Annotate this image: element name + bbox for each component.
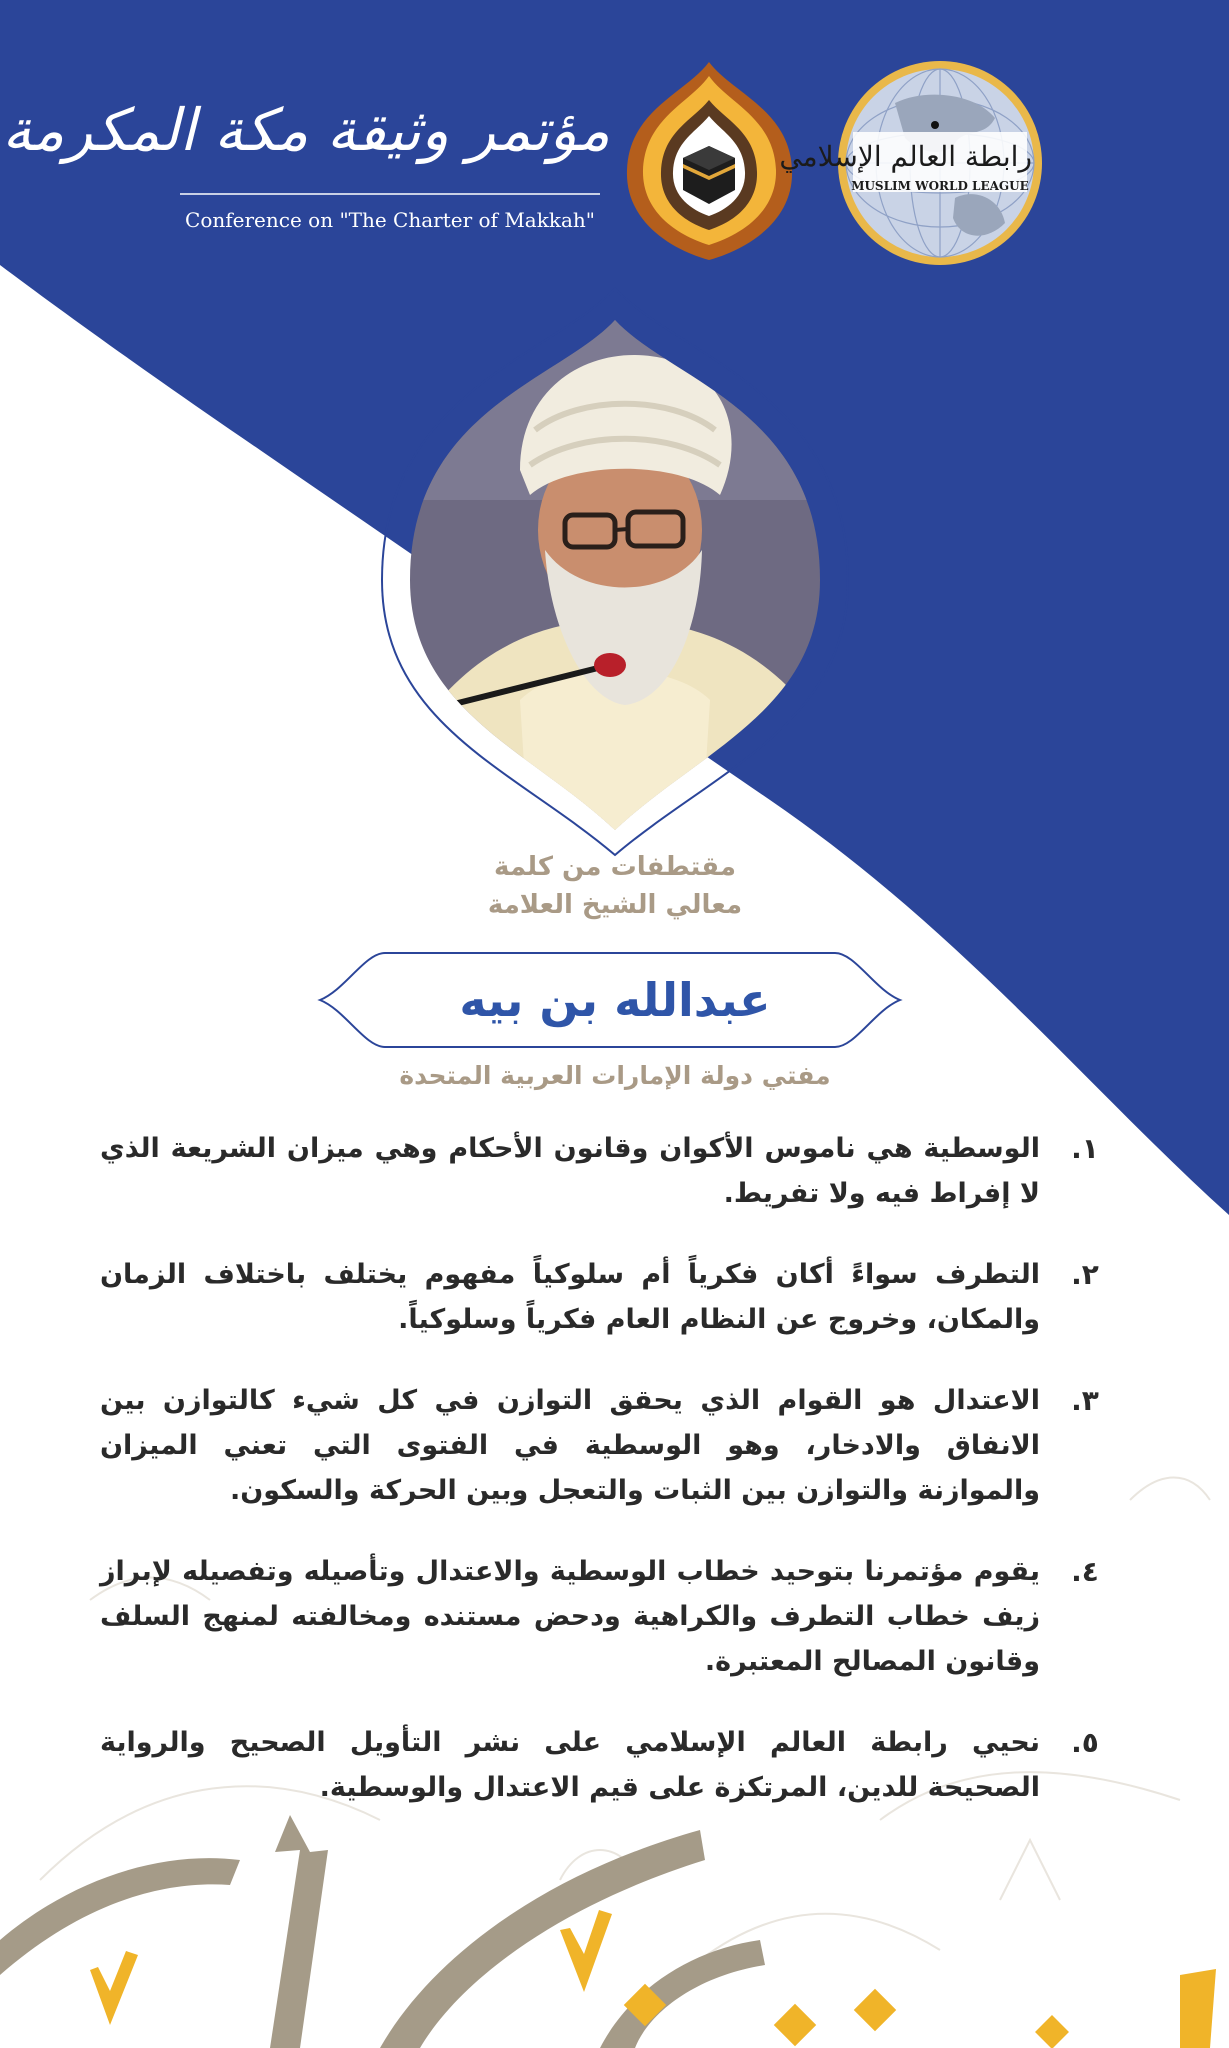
quote-text: يقوم مؤتمرنا بتوحيد خطاب الوسطية والاعتدال وتأصيله وتفصيله لإبراز زيف خطاب التطرف والكراهية ودحض مستنده ومخالفته لمنهج السلف وقانون المصالح المعتبرة.: [100, 1556, 1040, 1677]
quote-item: [100, 1378, 1130, 1513]
header-divider: [180, 193, 600, 195]
mwl-logo-text-english: MUSLIM WORLD LEAGUE: [851, 179, 1029, 193]
quote-item: [100, 1720, 1130, 1810]
conference-title-english: Conference on "The Charter of Makkah": [185, 208, 595, 232]
quote-text: التطرف سواءً أكان فكرياً أم سلوكياً مفهوم يختلف باختلاف الزمان والمكان، وخروج عن النظام العام فكرياً وسلوكياً.: [100, 1259, 1040, 1335]
intro-line-1: مقتطفات من كلمة: [494, 852, 736, 882]
quote-number: ٥.: [1071, 1726, 1099, 1759]
quote-text: الاعتدال هو القوام الذي يحقق التوازن في كل شيء كالتوازن بين الانفاق والادخار، وهو الوسطية في الفتوى التي تعني الميزان والموازنة والتوازن بين الثبات والتعجل وبين الحركة والسكون.: [100, 1385, 1040, 1506]
kaaba-emblem-icon: [622, 58, 797, 263]
speaker-title: مفتي دولة الإمارات العربية المتحدة: [399, 1061, 831, 1090]
quote-item: [100, 1549, 1130, 1684]
quotes-list: [100, 1126, 1130, 1846]
conference-title-arabic: مؤتمر وثيقة مكة المكرمة: [2, 96, 610, 164]
portrait-photo: [370, 280, 860, 860]
quote-item: [100, 1126, 1130, 1216]
quote-item: [100, 1252, 1130, 1342]
quote-number: ٤.: [1071, 1555, 1099, 1588]
quote-number: ١.: [1071, 1132, 1099, 1165]
calligraphy-accents-gold: [90, 1910, 1216, 2048]
mwl-logo-text-arabic: رابطة العالم الإسلامي: [779, 140, 1032, 173]
intro-line-2: معالي الشيخ العلامة: [487, 890, 743, 920]
speaker-portrait: [370, 280, 860, 860]
quote-number: ٢.: [1071, 1258, 1099, 1291]
speaker-intro: [365, 848, 865, 924]
quote-number: ٣.: [1071, 1384, 1099, 1417]
quote-text: نحيي رابطة العالم الإسلامي على نشر التأويل الصحيح والرواية الصحيحة للدين، المرتكزة على قيم الاعتدال والوسطية.: [100, 1727, 1040, 1803]
quote-text: الوسطية هي ناموس الأكوان وقانون الأحكام وهي ميزان الشريعة الذي لا إفراط فيه ولا تفريط.: [100, 1133, 1040, 1209]
speaker-name: عبدالله بن بيه: [459, 973, 771, 1027]
